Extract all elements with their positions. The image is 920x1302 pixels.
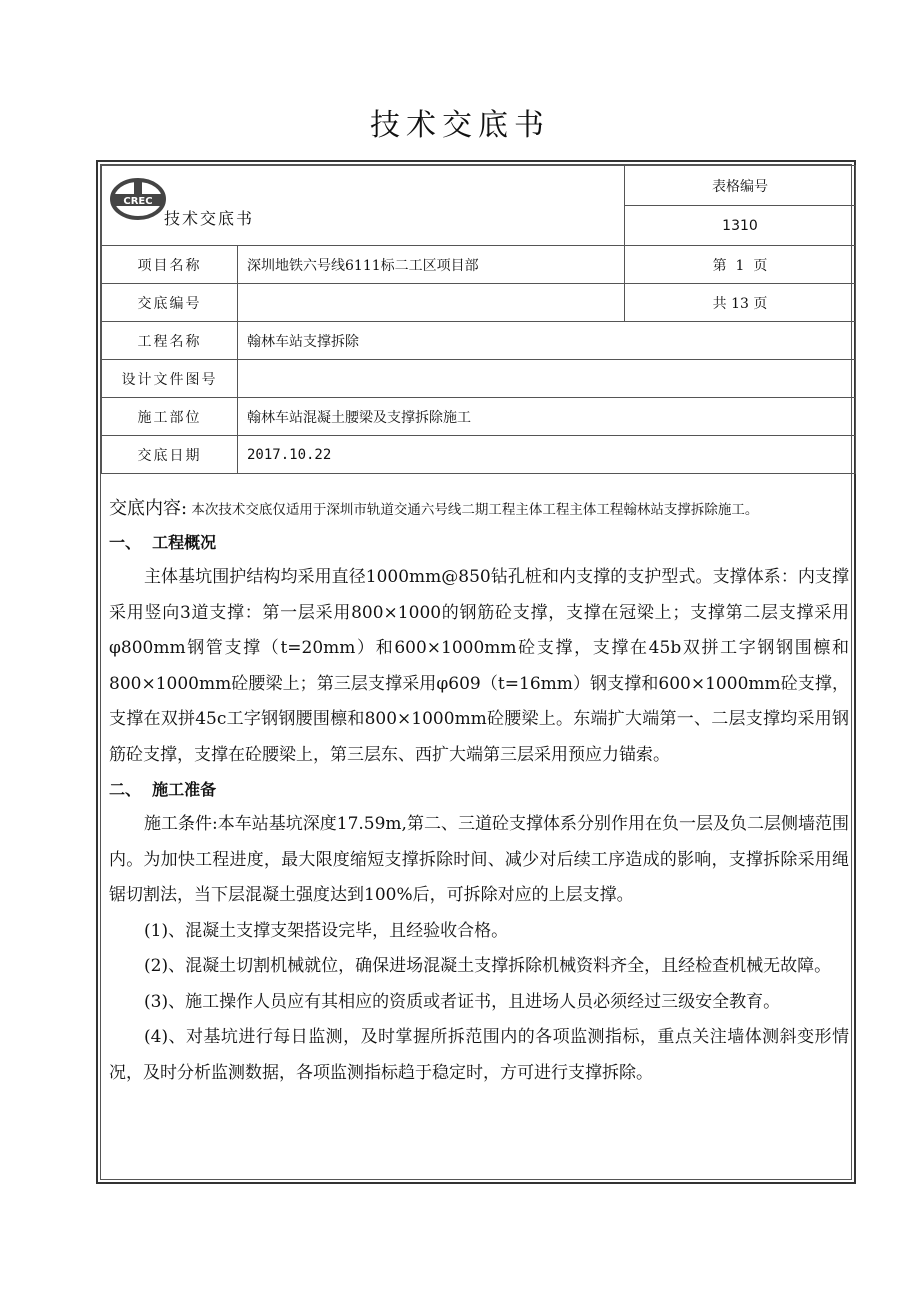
document-title: 技术交底书 xyxy=(370,108,550,143)
intro-label: 交底内容: xyxy=(109,498,188,519)
field-value-drawing xyxy=(238,360,856,398)
form-no-value: 1310 xyxy=(625,206,856,246)
form-frame xyxy=(96,160,856,1184)
field-value-code xyxy=(238,284,625,322)
section-2-paragraph: 施工条件:本车站基坑深度17.59m,第二、三道砼支撑体系分别作用在负一层及负二层侧墙范围内。为加快工程进度，最大限度缩短支撑拆除时间、减少对后续工序造成的影响，支撑拆除采用绳锯切割法，当下层混凝土强度达到100%后，可拆除对应的上层支撑。 xyxy=(109,814,849,905)
intro-text: 本次技术交底仅适用于深圳市轨道交通六号线二期工程主体工程主体工程翰林站支撑拆除施工。 xyxy=(187,502,759,518)
logo-letters: CREC xyxy=(123,196,153,207)
section-2-heading: 二、 施工准备 xyxy=(109,780,217,799)
form-inner xyxy=(100,164,852,1180)
logo-title: 技术交底书 xyxy=(164,209,255,228)
section-1-paragraph: 主体基坑围护结构均采用直径1000mm@850钻孔桩和内支撑的支护型式。支撑体系：内支撑采用竖向3道支撑：第一层采用800×1000的钢筋砼支撑，支撑在冠梁上；支撑第二层支撑采用φ800mm钢管支撑（t=20mm）和600×1000mm砼支撑，支撑在45b双拼工字钢钢围檩和800×1000mm砼腰梁上；第三层支撑采用φ609（t=16mm）钢支撑和600×1000mm砼支撑，支撑在双拼45c工字钢钢腰围檩和800×1000mm砼腰梁上。东端扩大端第一、二层支撑均采用钢筋砼支撑，支撑在砼腰梁上，第三层东、西扩大端第三层采用预应力锚索。 xyxy=(109,567,849,765)
field-value-engineering: 翰林车站支撑拆除 xyxy=(238,322,856,360)
info-table xyxy=(101,165,856,474)
logo-cell xyxy=(102,166,625,246)
list-item: (3)、施工操作人员应有其相应的资质或者证书，且进场人员必须经过三级安全教育。 xyxy=(144,991,781,1012)
field-label-location: 施工部位 xyxy=(102,398,238,436)
field-label-engineering: 工程名称 xyxy=(102,322,238,360)
form-no-label: 表格编号 xyxy=(625,166,856,206)
field-label-date: 交底日期 xyxy=(102,436,238,474)
intro-line xyxy=(109,493,849,526)
page-current: 第 1 页 xyxy=(625,246,856,284)
field-label-drawing: 设计文件图号 xyxy=(102,360,238,398)
field-value-project: 深圳地铁六号线6111标二工区项目部 xyxy=(238,246,625,284)
field-label-project: 项目名称 xyxy=(102,246,238,284)
field-value-location: 翰林车站混凝土腰梁及支撑拆除施工 xyxy=(238,398,856,436)
field-label-code: 交底编号 xyxy=(102,284,238,322)
page-total: 共 13 页 xyxy=(625,284,856,322)
section-1-heading: 一、 工程概况 xyxy=(109,533,217,552)
list-item: (1)、混凝土支撑支架搭设完毕，且经验收合格。 xyxy=(144,920,509,941)
list-item: (2)、混凝土切割机械就位，确保进场混凝土支撑拆除机械资料齐全，且经检查机械无故障。 xyxy=(144,956,832,976)
content-body xyxy=(101,493,855,1091)
field-value-date: 2017.10.22 xyxy=(238,436,856,474)
list-item: (4)、对基坑进行每日监测，及时掌握所拆范围内的各项监测指标，重点关注墙体测斜变形情况，及时分析监测数据，各项监测指标趋于稳定时，方可进行支撑拆除。 xyxy=(109,1027,849,1083)
crec-logo-icon xyxy=(110,178,166,220)
